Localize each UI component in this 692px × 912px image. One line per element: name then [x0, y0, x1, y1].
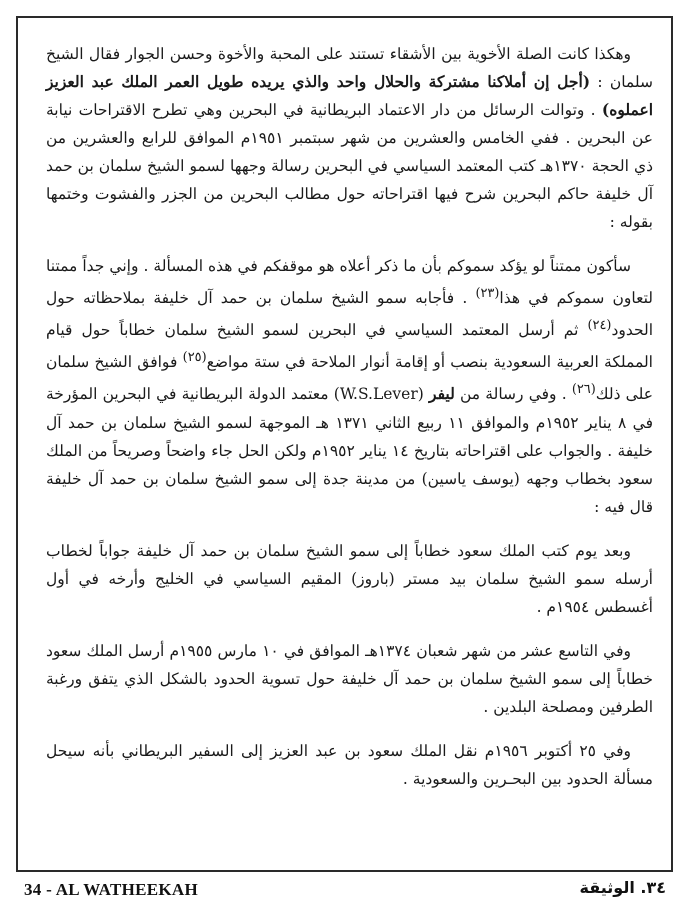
- footnote-reference: (٢٤): [587, 318, 612, 334]
- paragraph-text: معتمد الدولة البريطانية في البحرين المؤرخة في ٨ يناير ١٩٥٢م والموافق ١١ ربيع الثاني ١٣٧١ هـ الموجهة لسمو الشيخ سلمان بن حمد آل خليفة . والجواب على اقتراحاته بتاريخ ١٤ يناير ١٩٥٢م ولكن الحل جاء واضحاً وصريحاً من الملك سعود بخطاب وجهه (يوسف ياسين) من مدينة جدة إلى سمو الشيخ سلمان بن حمد آل خليفة قال فيه :: [46, 385, 654, 516]
- quoted-text: ليفر: [429, 384, 455, 404]
- footer-page-label-arabic: ٣٤. الوثيقة: [579, 878, 666, 897]
- paragraph-text: سأكون ممتناً لو يؤكد سموكم بأن ما ذكر أعلاه هو موقفكم في هذه المسألة . وإني جداً ممتنا لتعاون سموكم في هذا: [46, 257, 653, 308]
- paragraph-text: وفي ٢٥ أكتوبر ١٩٥٦م نقل الملك سعود بن عبد العزيز إلى السفير البريطاني بأنه سيحل مسألة الحدود بين البحـرين والسعودية .: [46, 741, 653, 788]
- paragraph-text: ثم أرسل المعتمد السياسي في البحرين لسمو الشيخ سلمان خطاباً حول قيام المملكة العربية السعودية بنصب أو إقامة أنوار الملاحة في ستة مواضع: [46, 321, 653, 372]
- latin-name: (W.S.Lever): [333, 385, 424, 404]
- footer-page-label-latin: 34 - AL WATHEEKAH: [24, 880, 199, 899]
- footnote-reference: (٢٥): [182, 350, 207, 366]
- paragraph-text: وبعد يوم كتب الملك سعود خطاباً إلى سمو الشيخ سلمان بن حمد آل خليفة جواباً لخطاب أرسله سمو الشيخ سلمان بيد مستر (باروز) المقيم السياسي في الخليج وأرخه في أول أغسطس ١٩٥٤م .: [46, 541, 653, 616]
- paragraph-text: . فأجابه سمو الشيخ سلمان بن حمد آل خليفة بملاحظاته حول الحدود: [46, 289, 653, 340]
- footnote-reference: (٢٦): [571, 382, 596, 398]
- page-frame: [16, 16, 673, 872]
- paragraph-text: . وفي رسالة من: [454, 385, 572, 404]
- paragraph: [46, 537, 653, 621]
- article-body: [46, 40, 653, 809]
- footnote-reference: (٢٣): [475, 286, 500, 301]
- quoted-text: (أجل إن أملاكنا مشتركة والحلال واحد والذي يريده طويل العمر الملك عبد العزيز اعملوه): [46, 72, 653, 119]
- paragraph: [46, 737, 653, 793]
- paragraph: [46, 40, 653, 236]
- paragraph: [46, 637, 653, 721]
- paragraph: [46, 252, 653, 521]
- paragraph-text: فوافق الشيخ سلمان على ذلك: [46, 353, 653, 404]
- paragraph-text: . وتوالت الرسائل من دار الاعتماد البريطانية في البحرين وهي تطرح الاقتراحات نيابة عن البحرين . ففي الخامس والعشرين من شهر سبتمبر ١٩٥١م الموافق للرابع والعشرين من ذي الحجة ١٣٧٠هـ كتب المعتمد السياسي في البحرين رسالة وجهها لسمو الشيخ سلمان بن حمد آل خليفة حاكم البحرين شرح فيها اقتراحاته حول مطالب البحرين من الجزر والفشوت وختمها بقوله :: [46, 101, 653, 231]
- page-footer: [0, 874, 692, 908]
- paragraph-text: وفي التاسع عشر من شهر شعبان ١٣٧٤هـ الموافق في ١٠ مارس ١٩٥٥م أرسل الملك سعود خطاباً إلى سمو الشيخ سلمان بن حمد آل خليفة حول تسوية الحدود بالشكل الذي يتفق ورغبة الطرفين ومصلحة البلدين .: [46, 641, 653, 716]
- paragraph-text: وهكذا كانت الصلة الأخوية بين الأشقاء تستند على المحبة والأخوة وحسن الجوار فقال الشيخ سلمان :: [46, 45, 654, 91]
